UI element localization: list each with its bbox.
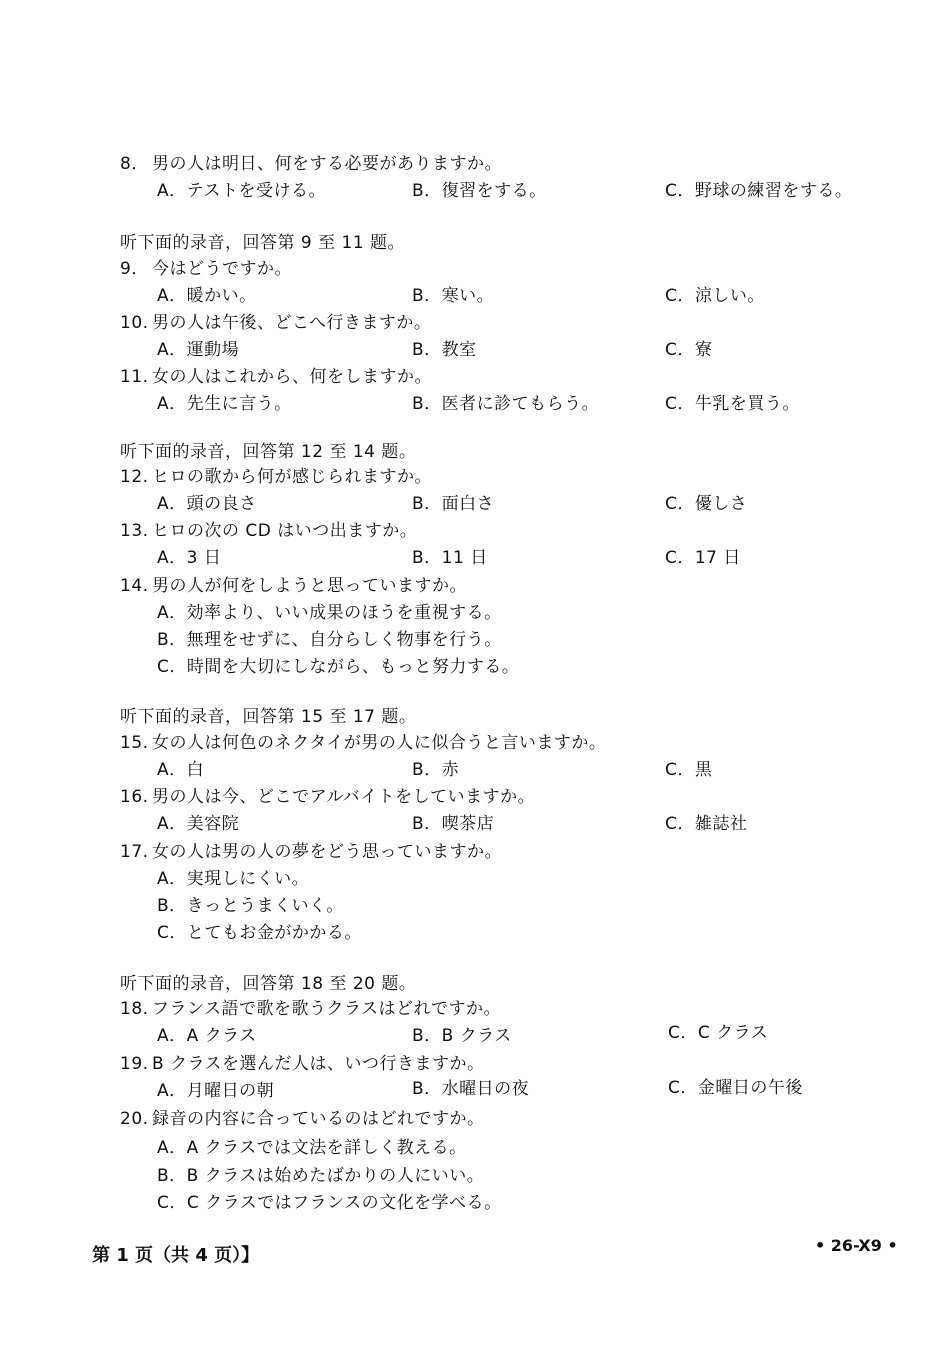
question-number: 9． [120, 259, 149, 279]
option-c: C．雑誌社 [665, 814, 748, 834]
question-number: 17. [120, 842, 149, 862]
question-number: 15. [120, 733, 149, 753]
question-number: 14. [120, 576, 149, 596]
question-text: 女の人は男の人の夢をどう思っていますか。 [152, 842, 502, 862]
question-number: 13. [120, 521, 149, 541]
question-13 [120, 520, 417, 542]
question-number: 8． [120, 154, 149, 174]
option-c: C．時間を大切にしながら、もっと努力する。 [157, 657, 520, 677]
option-b: B．寒い。 [412, 286, 495, 306]
option-a: A．A クラス [157, 1026, 257, 1046]
option-c: C．野球の練習をする。 [665, 181, 853, 201]
question-20 [120, 1108, 485, 1130]
question-text: フランス語で歌を歌うクラスはどれですか。 [152, 999, 501, 1019]
question-17 [120, 841, 502, 863]
option-a: A．テストを受ける。 [157, 181, 326, 201]
option-b: B．B クラスは始めたばかりの人にいい。 [157, 1166, 485, 1186]
question-number: 12. [120, 467, 149, 487]
option-c: C．黒 [665, 760, 713, 780]
question-11 [120, 366, 432, 388]
question-10 [120, 312, 431, 334]
option-a: A．暖かい。 [157, 286, 257, 306]
option-a: A．美容院 [157, 814, 240, 834]
option-a: A．運動場 [157, 340, 240, 360]
option-c: C．17 日 [665, 548, 741, 568]
question-16 [120, 786, 535, 808]
option-b: B．B クラス [412, 1026, 512, 1046]
question-text: 男の人は明日、何をする必要がありますか。 [152, 154, 502, 174]
section-instruction: 听下面的录音，回答第 12 至 14 题。 [120, 442, 417, 462]
option-b: B．無理をせずに、自分らしく物事を行う。 [157, 630, 502, 650]
question-number: 19. [120, 1054, 149, 1074]
question-text: ヒロの歌から何が感じられますか。 [152, 467, 432, 487]
option-a: A．A クラスでは文法を詳しく教える。 [157, 1138, 467, 1158]
option-c: C．C クラス [668, 1023, 769, 1043]
question-text: 録音の内容に合っているのはどれですか。 [152, 1109, 485, 1129]
question-9 [120, 258, 292, 280]
question-18 [120, 998, 501, 1020]
section-instruction: 听下面的录音，回答第 18 至 20 题。 [120, 974, 417, 994]
option-b: B．医者に診てもらう。 [412, 394, 600, 414]
question-19 [120, 1053, 485, 1075]
option-b: B．きっとうまくいく。 [157, 896, 344, 916]
question-15 [120, 732, 606, 754]
question-number: 16. [120, 787, 149, 807]
question-8 [120, 153, 502, 175]
option-b: B．面白さ [412, 494, 495, 514]
question-text: 女の人は何色のネクタイが男の人に似合うと言いますか。 [152, 733, 607, 753]
question-text: B クラスを選んだ人は、いつ行きますか。 [152, 1054, 485, 1074]
option-c: C．C クラスではフランスの文化を学べる。 [157, 1193, 502, 1213]
question-14 [120, 575, 467, 597]
option-a: A．月曜日の朝 [157, 1081, 275, 1101]
question-number: 11. [120, 367, 149, 387]
question-number: 20. [120, 1109, 149, 1129]
option-b: B．教室 [412, 340, 477, 360]
question-text: ヒロの次の CD はいつ出ますか。 [152, 521, 418, 541]
option-b: B．喫茶店 [412, 814, 495, 834]
question-text: 女の人はこれから、何をしますか。 [152, 367, 432, 387]
option-c: C．牛乳を買う。 [665, 394, 800, 414]
option-a: A．3 日 [157, 548, 222, 568]
option-a: A．先生に言う。 [157, 394, 292, 414]
option-a: A．頭の良さ [157, 494, 257, 514]
option-c: C．寮 [665, 340, 713, 360]
page-number-label: 第 1 页（共 4 页）】 [92, 1245, 260, 1266]
option-c: C．優しさ [665, 494, 748, 514]
option-b: B．復習をする。 [412, 181, 547, 201]
question-text: 男の人は午後、どこへ行きますか。 [152, 313, 432, 333]
question-text: 男の人は今、どこでアルバイトをしていますか。 [152, 787, 536, 807]
option-c: C．涼しい。 [665, 286, 765, 306]
option-a: A．効率より、いい成果のほうを重視する。 [157, 603, 502, 623]
question-number: 18. [120, 999, 149, 1019]
question-text: 今はどうですか。 [152, 259, 292, 279]
option-b: B．赤 [412, 760, 460, 780]
question-number: 10. [120, 313, 149, 333]
question-12 [120, 466, 432, 488]
option-b: B．水曜日の夜 [412, 1079, 530, 1099]
option-a: A．白 [157, 760, 205, 780]
paper-code: • 26-X9 • [815, 1236, 898, 1255]
option-a: A．実現しにくい。 [157, 869, 310, 889]
section-instruction: 听下面的录音，回答第 15 至 17 题。 [120, 707, 417, 727]
option-c: C．とてもお金がかかる。 [157, 923, 362, 943]
question-text: 男の人が何をしようと思っていますか。 [152, 576, 467, 596]
option-c: C．金曜日の午後 [668, 1078, 803, 1098]
option-b: B．11 日 [412, 548, 488, 568]
section-instruction: 听下面的录音，回答第 9 至 11 题。 [120, 233, 406, 253]
